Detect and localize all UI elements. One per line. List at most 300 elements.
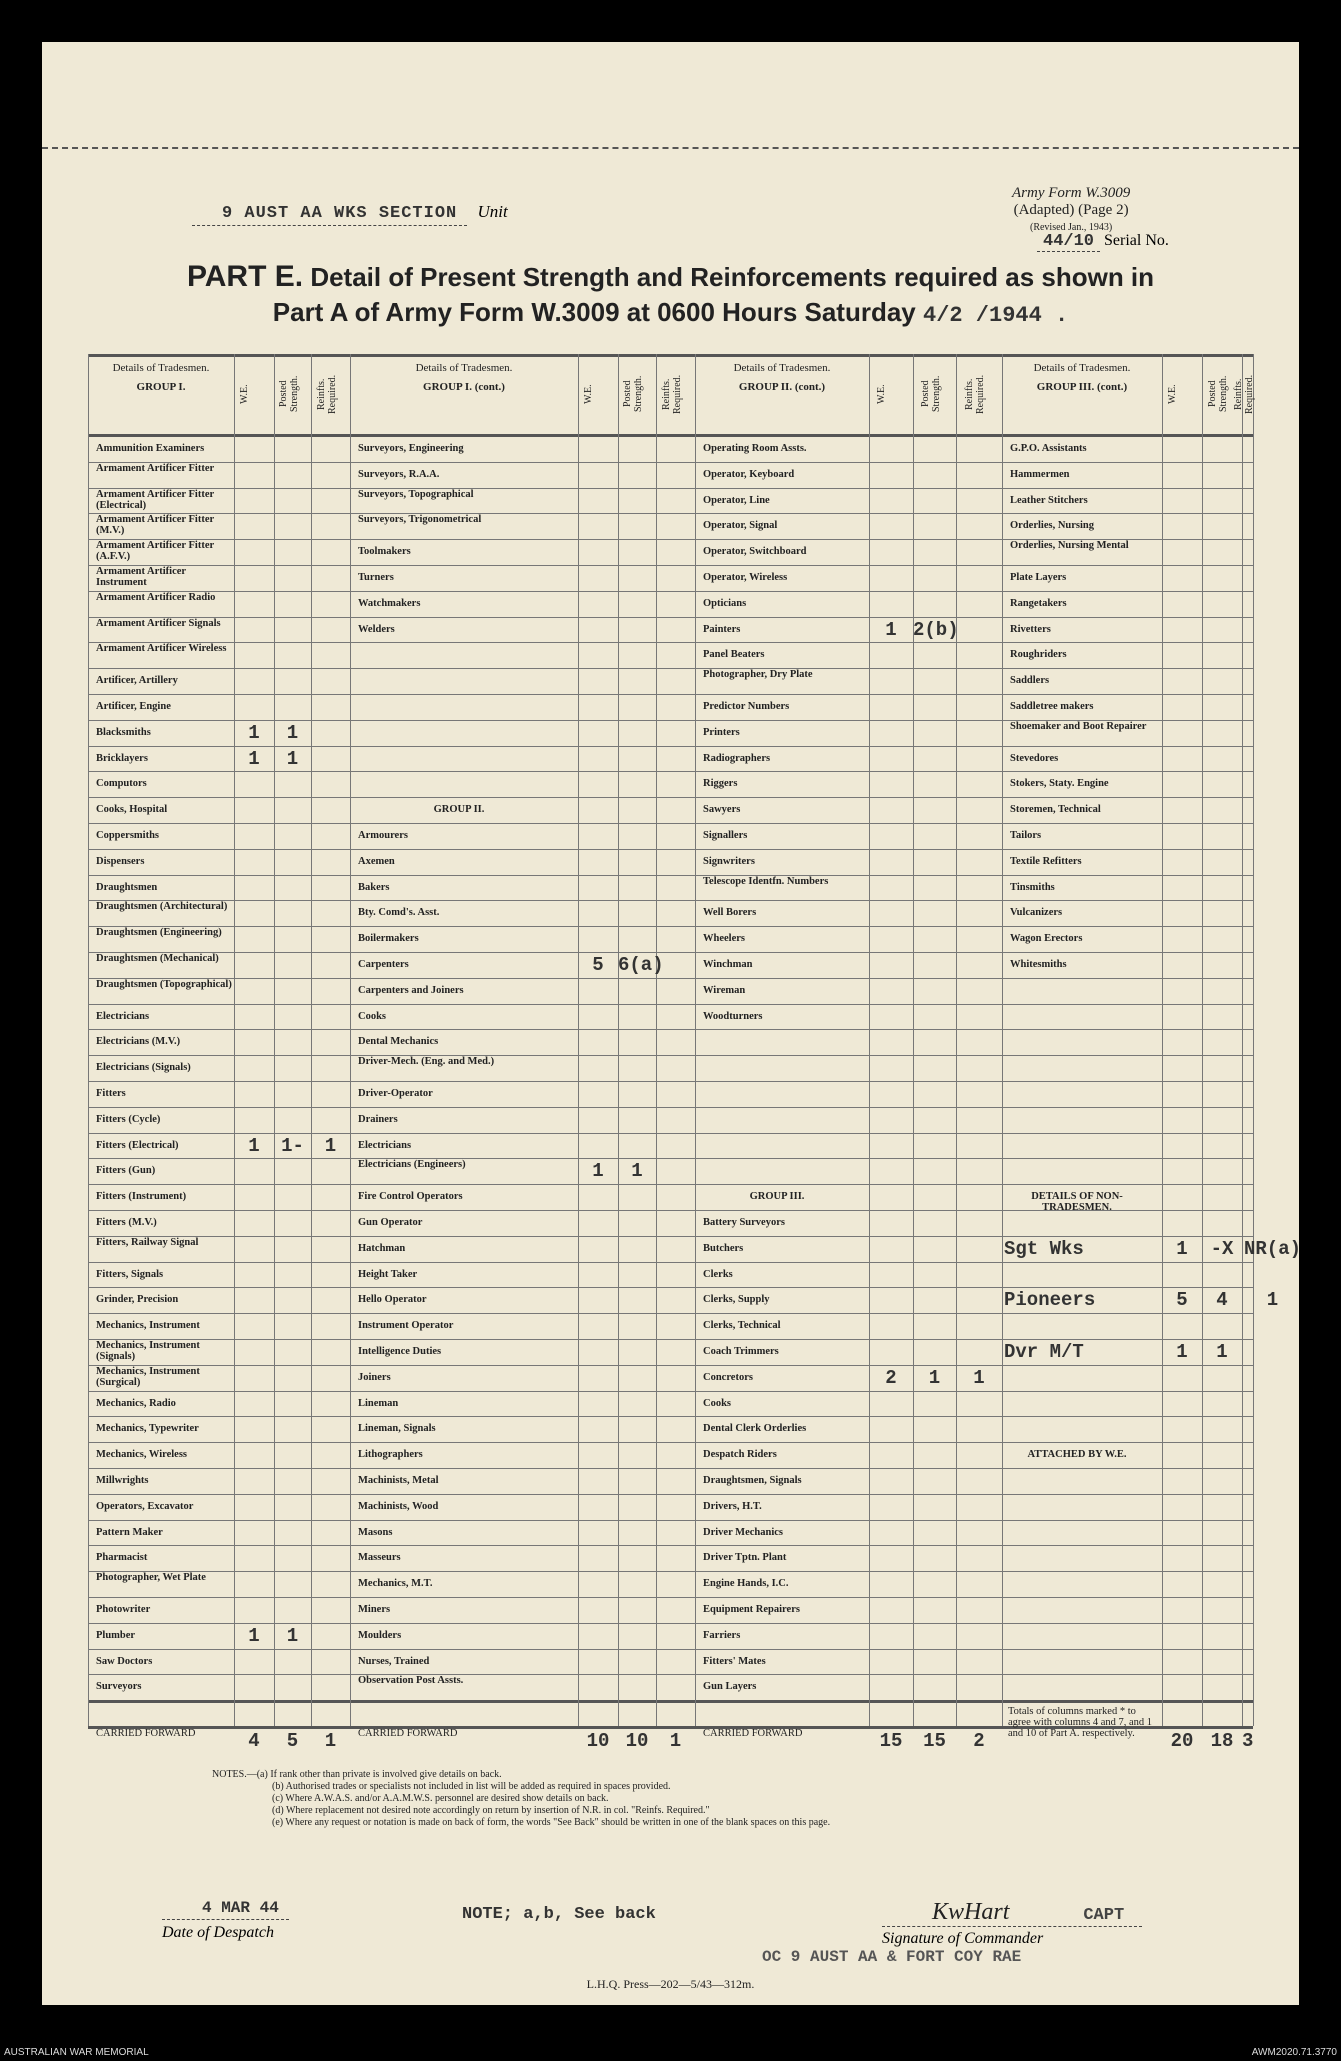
trade-label: Fitters, Railway Signal [96,1236,199,1248]
trade-label: Draughtsmen (Architectural) [96,901,228,913]
row-rule [88,617,1253,618]
trade-label: Armament Artificer Fitter (A.F.V.) [96,540,214,563]
trade-label: DETAILS OF NON-TRADESMEN. [1031,1191,1123,1214]
total-value: 10 [625,1730,649,1753]
column-header-posted: Posted Strength. [1207,375,1229,413]
column-header-title: Details of Tradesmen. [733,362,831,374]
trade-label: Toolmakers [358,546,411,558]
trade-label: Operator, Keyboard [703,468,795,480]
column-header-group [88,362,234,394]
row-rule [88,1442,1253,1443]
trade-label: Sawyers [703,804,741,816]
trade-label: Vulcanizers [1010,907,1063,919]
trade-label: Engine Hands, I.C. [703,1578,789,1590]
unit-value: 9 AUST AA WKS SECTION [192,204,467,226]
typed-entry-we: 1 [592,1160,604,1183]
typed-trade-name: Dvr M/T [1004,1341,1084,1363]
trade-label: Artificer, Engine [96,701,171,712]
note-line: (c) Where A.W.A.S. and/or A.A.M.W.S. personnel are desired show details on back. [272,1793,609,1804]
trade-label: Operator, Wireless [703,572,788,583]
trade-label: Operator, Signal [703,520,778,532]
serial-value: 44/10 [1037,232,1100,252]
column-rule [311,354,312,1726]
typed-entry-ps: -X [1210,1237,1234,1260]
column-rule [956,354,957,1726]
trade-label: Bricklayers [96,752,148,764]
row-rule [88,668,1253,669]
column-rule [88,354,89,1726]
row-rule [88,1494,1253,1495]
trade-label: Fitters (Instrument) [96,1191,187,1203]
column-header-we: W.E. [239,384,250,404]
typed-entry-we: 1 [1176,1341,1188,1363]
row-rule [88,642,1253,643]
trade-label: Draughtsmen (Mechanical) [96,953,219,964]
trade-label: Surveyors, R.A.A. [358,468,440,480]
column-header-title: Details of Tradesmen. [112,362,210,374]
typed-entry-rr: 1 [324,1134,337,1157]
column-header-group [350,362,578,394]
total-value: 10 [586,1730,610,1753]
row-rule [88,1339,1253,1340]
trade-label: Operators, Excavator [96,1500,194,1512]
typed-entry-rr: 1 [973,1366,985,1389]
row-rule [88,1287,1253,1288]
trade-label: Leather Stitchers [1010,494,1088,506]
trade-label: Observation Post Assts. [358,1675,464,1687]
trade-label: Ammunition Examiners [96,443,205,454]
typed-entry-ps: 2(b) [913,618,959,641]
column-rule [274,354,275,1726]
trade-label: Signallers [703,830,748,841]
trade-label: Orderlies, Nursing Mental [1010,540,1129,552]
total-value: 1 [669,1730,682,1753]
row-rule [88,1416,1253,1417]
trade-label: Bakers [358,881,390,893]
trade-label: Hatchman [358,1242,406,1254]
trade-label: Lithographers [358,1449,423,1461]
row-rule [88,1597,1253,1598]
trade-label: Masseurs [358,1552,401,1564]
trade-label: Instrument Operator [358,1320,454,1332]
trade-label: Fitters (M.V.) [96,1217,157,1228]
column-header-title: Details of Tradesmen. [415,362,513,374]
trade-label: Storemen, Technical [1010,804,1101,816]
trade-label: Saddlers [1010,675,1050,687]
typed-entry-we: 1 [248,747,260,770]
table-top-rule [88,354,1253,357]
trade-label: Carpenters and Joiners [358,984,464,996]
typed-trade-name: Sgt Wks [1004,1237,1084,1260]
trade-label: Plumber [96,1629,136,1641]
trade-label: Height Taker [358,1268,418,1280]
trade-label: Clerks, Technical [703,1320,781,1332]
trade-label: Dispensers [96,855,145,867]
typed-entry-ps: 1 [928,1366,941,1389]
column-rule [869,354,870,1726]
row-rule [88,591,1253,592]
trade-label: Rivetters [1010,623,1051,635]
trade-label: Orderlies, Nursing [1010,520,1094,532]
trade-label: Gun Layers [703,1681,757,1693]
title-date: 4/2 /1944 . [923,303,1069,328]
row-rule [88,875,1253,876]
row-rule [88,1004,1253,1005]
total-value: 3 [1242,1730,1254,1753]
trade-label: Electricians [96,1010,150,1022]
trade-label: Grinder, Precision [96,1294,179,1306]
trade-label: Welders [358,623,395,635]
column-header-reinfts: Reinfts. Required. [1232,374,1255,414]
trade-label: Axemen [358,855,395,867]
total-value: 15 [923,1730,946,1753]
trade-label: Miners [358,1604,391,1615]
trade-label: Pharmacist [96,1552,148,1564]
total-value: 1 [324,1730,337,1753]
total-value: 18 [1210,1730,1234,1753]
serial-label: Serial No. [1104,232,1169,249]
typed-entry-ps: 1 [286,721,299,744]
trade-label: Fire Control Operators [358,1191,463,1203]
row-rule [88,797,1253,798]
commander-rank: CAPT [1083,1906,1125,1925]
trade-label: Draughtsmen (Engineering) [96,927,222,939]
unit-label: Unit [477,202,508,221]
trade-label: Pattern Maker [96,1526,163,1538]
trade-label: Electricians [358,1139,412,1151]
typed-entry-we: 1 [885,618,897,641]
credit-right: AWM2020.71.3770 [1251,2047,1337,2058]
column-rule [656,354,657,1726]
commander-unit: OC 9 AUST AA & FORT COY RAE [762,1948,1022,1966]
trade-label: Carpenters [358,959,409,970]
column-header-reinfts: Reinfts. Required. [964,374,986,414]
trade-label: Mechanics, Radio [96,1397,176,1409]
trade-label: Printers [703,726,740,738]
row-rule [88,1107,1253,1108]
trade-label: Masons [358,1526,393,1538]
trade-label: Joiners [358,1371,391,1383]
revised-label: (Revised Jan., 1943) [1029,222,1113,233]
row-rule [88,1184,1253,1185]
title-text-1: Detail of Present Strength and Reinforcements required as shown in [310,262,1155,292]
row-rule [88,926,1253,927]
typed-entry-we: 1 [248,1624,260,1647]
trade-label: Gun Operator [358,1217,423,1228]
trade-label: Despatch Riders [703,1449,777,1461]
typed-entry-ps: 1 [286,747,299,770]
trade-label: Wireman [703,984,746,996]
trade-label: Turners [358,572,394,583]
trade-label: Electricians (M.V.) [96,1036,181,1048]
trade-label: Plate Layers [1010,572,1067,583]
trade-label: Woodturners [703,1010,763,1022]
carried-forward-label: CARRIED FORWARD [703,1728,803,1740]
trade-label: Computors [96,778,147,790]
trade-label: Armourers [358,830,408,841]
tear-line [42,147,1299,149]
column-header-posted: Posted Strength. [919,375,942,413]
row-rule [88,1674,1253,1675]
row-rule [88,1649,1253,1650]
column-header-group-name: GROUP II. (cont.) [738,381,826,393]
trade-label: Watchmakers [358,597,421,609]
army-form-label: Army Form W.3009 [1012,185,1131,201]
trade-label: Surveyors [96,1681,142,1693]
press-line: L.H.Q. Press—202—5/43—312m. [586,1977,755,1991]
form-reference [1012,185,1130,236]
trade-label: Machinists, Metal [358,1475,439,1486]
trade-label: Hello Operator [358,1294,427,1306]
unit-line [192,202,508,223]
trade-label: Drainers [358,1113,398,1125]
trade-label: Well Borers [703,907,757,919]
column-header-group [1002,362,1162,394]
column-header-we: W.E. [1167,384,1178,404]
trade-label: Roughriders [1010,649,1067,661]
trade-label: Predictor Numbers [703,701,790,712]
title-text-2: Part A of Army Form W.3009 at 0600 Hours Saturday [272,297,916,327]
typed-entry-rr: NR(a) [1243,1237,1301,1260]
row-rule [88,952,1253,953]
trade-label: Fitters (Gun) [96,1165,156,1177]
carried-forward-label: CARRIED FORWARD [96,1728,196,1740]
column-rule [1253,354,1254,1726]
row-rule [88,1055,1253,1056]
trade-label: Boilermakers [358,933,419,945]
total-value: 2 [973,1730,985,1753]
column-header-posted: Posted Strength. [622,375,644,413]
totals-top-rule [88,1700,1253,1703]
trade-label: Driver-Mech. (Eng. and Med.) [358,1056,495,1068]
trade-label: Surveyors, Engineering [358,443,464,454]
total-value: 15 [879,1730,903,1753]
row-rule [88,771,1253,772]
note-line: (b) Authorised trades or specialists not included in list will be added as required in spaces provided. [272,1781,671,1792]
row-rule [88,1133,1253,1134]
note-line: (d) Where replacement not desired note accordingly on return by insertion of N.R. in col. "Reinfs. Required." [272,1805,710,1816]
trade-label: Photowriter [96,1604,151,1615]
trade-label: Textile Refitters [1010,855,1082,867]
typed-entry-we: 5 [592,954,604,976]
row-rule [88,694,1253,695]
row-rule [88,1158,1253,1159]
trade-label: Opticians [703,597,747,609]
trade-label: Driver-Operator [358,1088,433,1099]
trade-label: Mechanics, Wireless [96,1449,187,1461]
trade-label: Rangetakers [1010,597,1067,609]
trade-label: Surveyors, Topographical [358,488,474,500]
column-header-we: W.E. [876,384,887,404]
column-rule [913,354,914,1726]
commander-signature-block [762,1899,1142,1966]
trade-label: Armament Artificer Fitter (M.V.) [96,514,214,537]
trade-label: Mechanics, M.T. [358,1578,433,1590]
trade-label: Driver Tptn. Plant [703,1552,787,1564]
despatch-date-label: Date of Despatch [162,1924,274,1941]
trade-label: Mechanics, Instrument (Surgical) [96,1365,200,1388]
commander-signature: KwHart [932,1899,1010,1925]
trade-label: Painters [703,623,741,635]
trade-label: G.P.O. Assistants [1010,443,1087,454]
trade-label: Armament Artificer Instrument [96,566,186,588]
trade-label: Equipment Repairers [703,1604,800,1615]
trade-label: Fitters (Electrical) [96,1139,179,1151]
trade-label: Concretors [703,1371,753,1383]
column-header-group-name: GROUP III. (cont.) [1036,381,1128,393]
typed-entry-ps: 1 [286,1624,299,1647]
typed-trade-name: Pioneers [1004,1289,1096,1312]
trade-label: Photographer, Wet Plate [96,1572,206,1584]
trade-label: Drivers, H.T. [703,1500,762,1512]
row-rule [88,1081,1253,1082]
trade-label: Signwriters [703,855,755,867]
trade-label: Tailors [1010,830,1042,841]
total-value: 20 [1170,1730,1194,1753]
trade-label: Dental Mechanics [358,1036,439,1048]
trade-label: Fitters (Cycle) [96,1113,161,1125]
column-header-we: W.E. [583,384,594,404]
trade-label: Armament Artificer Fitter [96,462,215,474]
trade-label: Draughtsmen [96,881,158,893]
typed-entry-ps: 1 [631,1160,643,1183]
trade-label: Coppersmiths [96,830,160,841]
adapted-label: (Adapted) (Page 2) [1013,202,1129,218]
trade-label: Winchman [703,959,753,970]
trade-label: Armament Artificer Wireless [96,643,227,655]
trade-label: Mechanics, Typewriter [96,1423,199,1435]
column-rule [618,354,619,1726]
row-rule [88,1545,1253,1546]
row-rule [88,488,1253,489]
row-rule [88,1520,1253,1521]
column-header-reinfts: Reinfts. Required. [315,374,338,414]
column-rule [578,354,579,1726]
trade-label: Armament Artificer Fitter (Electrical) [96,488,214,511]
trade-label: Wheelers [703,933,745,945]
note-line: NOTES.—(a) If rank other than private is involved give details on back. [212,1769,502,1780]
trade-label: Hammermen [1010,468,1070,480]
typed-entry-we: 5 [1176,1289,1188,1312]
form-page [42,42,1299,2005]
trade-label: Surveyors, Trigonometrical [358,514,482,526]
column-header-group-name: GROUP I. (cont.) [423,381,505,393]
trade-label: Mechanics, Instrument (Signals) [96,1340,200,1362]
typed-entry-we: 2 [885,1366,897,1389]
trade-label: Millwrights [96,1475,149,1486]
trade-label: Electricians (Engineers) [358,1159,466,1171]
serial-line [1037,232,1169,251]
row-rule [88,513,1253,514]
trade-label: Artificer, Artillery [96,675,178,687]
trade-label: Battery Surveyors [703,1217,785,1228]
trade-label: Mechanics, Instrument [96,1320,200,1332]
trade-label: Machinists, Wood [358,1500,439,1512]
typed-entry-ps: 1- [281,1134,304,1157]
typed-entry-ps: 1 [1216,1341,1228,1363]
typed-entry-ps: 6(a) [618,954,664,976]
trade-label: Shoemaker and Boot Repairer [1010,720,1147,732]
trade-label: Lineman, Signals [358,1423,436,1435]
note-line: (e) Where any request or notation is made on back of form, the words "See Back" should be written in one of the blank spaces on this page. [272,1817,831,1828]
typed-entry-we: 1 [1176,1237,1188,1260]
trade-label: Stokers, Staty. Engine [1010,778,1109,790]
trade-label: Radiographers [703,752,771,764]
column-header-reinfts: Reinfts. Required. [660,374,683,414]
row-rule [88,1236,1253,1237]
column-rule [350,354,351,1726]
typed-entry-we: 1 [248,721,260,744]
trade-label: Panel Beaters [703,649,765,661]
header-bottom-rule [88,434,1253,437]
trade-label: Wagon Erectors [1010,933,1083,945]
trade-label: Stevedores [1010,752,1059,764]
column-rule [1242,354,1243,1726]
trade-label: GROUP III. [749,1191,805,1203]
trade-label: Lineman [358,1397,399,1409]
trade-label: Draughtsmen, Signals [703,1475,802,1486]
trade-label: Clerks [703,1268,733,1280]
trade-label: Operating Room Assts. [703,443,807,454]
row-rule [88,746,1253,747]
notes-block [212,1769,830,1829]
totals-note: Totals of columns marked * to agree with columns 4 and 7, and 1 and 10 of Part A. respectively. [1008,1706,1153,1740]
row-rule [88,1571,1253,1572]
row-rule [88,978,1253,979]
trade-label: Moulders [358,1629,402,1641]
total-value: 5 [286,1730,299,1753]
credit-left: AUSTRALIAN WAR MEMORIAL [4,2047,149,2058]
carried-forward-label: CARRIED FORWARD [358,1728,458,1740]
column-header-title: Details of Tradesmen. [1033,362,1131,374]
trade-label: Fitters [96,1088,126,1099]
trade-label: Dental Clerk Orderlies [703,1423,807,1435]
trade-label: Whitesmiths [1010,959,1067,970]
column-rule [1162,354,1163,1726]
trade-label: Cooks [703,1397,732,1409]
trade-label: Blacksmiths [96,726,151,738]
total-value: 4 [248,1730,260,1753]
signature-label: Signature of Commander [882,1926,1142,1948]
row-rule [88,849,1253,850]
trade-label: Saddletree makers [1010,701,1094,712]
trade-label: Telescope Identfn. Numbers [703,875,829,887]
trade-label: Fitters' Mates [703,1655,766,1667]
column-rule [234,354,235,1726]
row-rule [88,1365,1253,1366]
trade-label: Tinsmiths [1010,881,1055,893]
trade-label: Nurses, Trained [358,1655,430,1667]
row-rule [88,462,1253,463]
trade-label: Armament Artificer Signals [96,617,221,629]
trade-label: Saw Doctors [96,1655,153,1667]
trade-label: ATTACHED BY W.E. [1027,1449,1127,1461]
row-rule [88,565,1253,566]
row-rule [88,823,1253,824]
trade-label: Fitters, Signals [96,1268,164,1280]
trade-label: Riggers [703,778,738,790]
trade-label: Operator, Line [703,494,770,506]
row-rule [88,1313,1253,1314]
trade-label: Electricians (Signals) [96,1062,191,1074]
typed-entry-we: 1 [248,1134,260,1157]
column-header-posted: Posted Strength. [277,375,300,413]
row-rule [88,1029,1253,1030]
see-back-note: NOTE; a,b, See back [462,1905,656,1924]
despatch-date [162,1899,289,1942]
column-rule [1202,354,1203,1726]
trade-label: Cooks, Hospital [96,804,168,816]
